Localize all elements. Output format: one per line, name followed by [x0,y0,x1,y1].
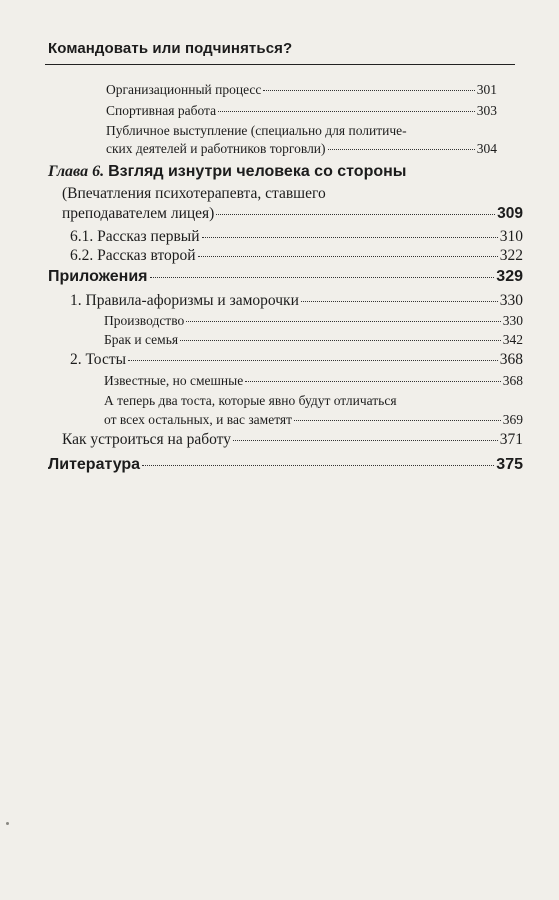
toc-entry-production [104,313,523,329]
toc-entry-label: 1. Правила-афоризмы и заморочки [70,292,299,309]
toc-page-number: 322 [499,247,523,264]
leader-dots [301,301,498,302]
toc-entry-appendix [48,268,523,286]
toc-entry-public-speech [106,141,497,157]
toc-entry-label: преподавателем лицея) [62,205,215,222]
toc-entry-two-toasts-line1: А теперь два тоста, которые явно будут отличаться [104,393,397,408]
header-rule [45,64,515,65]
leader-dots [294,420,501,421]
toc-entry-label: 6.1. Рассказ первый [70,228,200,245]
toc-page-number: 369 [502,412,523,427]
toc-page-number: 309 [497,205,523,222]
print-speck [6,822,9,825]
toc-page-number: 368 [499,351,523,368]
toc-page-number: 330 [499,292,523,309]
toc-entry-org-process [106,82,497,98]
toc-page-number: 303 [476,103,497,118]
toc-entry-story2 [70,247,523,265]
leader-dots [233,440,498,441]
toc-entry-label: Производство [104,313,185,328]
toc-page-number: 375 [496,456,523,473]
toc-entry-two-toasts [104,412,523,428]
leader-dots [128,360,498,361]
chapter-heading [48,163,406,181]
leader-dots [186,321,501,322]
leader-dots [180,340,501,341]
toc-entry-literature [48,456,523,474]
toc-entry-label: Приложения [48,268,148,285]
leader-dots [263,90,474,91]
toc-entry-label: 2. Тосты [70,351,127,368]
toc-page-number: 329 [496,268,523,285]
leader-dots [328,149,475,150]
toc-page-number: 304 [476,141,497,156]
toc-entry-public-speech-line1: Публичное выступление (специально для политиче- [106,123,407,138]
leader-dots [216,214,495,215]
toc-entry-toasts [70,351,523,369]
leader-dots [245,381,501,382]
toc-entry-label: 6.2. Рассказ второй [70,247,196,264]
toc-page-number: 301 [476,82,497,97]
toc-entry-label: Как устроиться на работу [62,431,231,448]
leader-dots [218,111,475,112]
toc-entry-label: Литература [48,456,141,473]
toc-page-number: 371 [499,431,523,448]
leader-dots [198,256,498,257]
chapter-prefix: Глава 6. [48,163,105,180]
toc-entry-label: ских деятелей и работников торговли) [106,141,326,156]
toc-entry-label: Брак и семья [104,332,179,347]
running-head: Командовать или подчиняться? [48,40,293,57]
toc-entry-label: от всех остальных, и вас заметят [104,412,293,427]
chapter-subtitle-line1: (Впечатления психотерапевта, ставшего [62,185,326,202]
toc-entry-label: Организационный процесс [106,82,262,97]
toc-entry-label: Известные, но смешные [104,373,244,388]
toc-entry-rules [70,292,523,310]
toc-page-number: 342 [502,332,523,347]
leader-dots [202,237,498,238]
toc-entry-sport [106,103,497,119]
toc-entry-label: Спортивная работа [106,103,217,118]
toc-page-number: 310 [499,228,523,245]
toc-entry-marriage [104,332,523,348]
toc-entry-funny [104,373,523,389]
leader-dots [142,465,494,466]
toc-entry-chapter6 [62,205,523,223]
chapter-title: Взгляд изнутри человека со стороны [108,163,407,180]
leader-dots [150,277,495,278]
toc-page-number: 330 [502,313,523,328]
toc-entry-story1 [70,228,523,246]
toc-page-number: 368 [502,373,523,388]
toc-entry-job [62,431,523,449]
